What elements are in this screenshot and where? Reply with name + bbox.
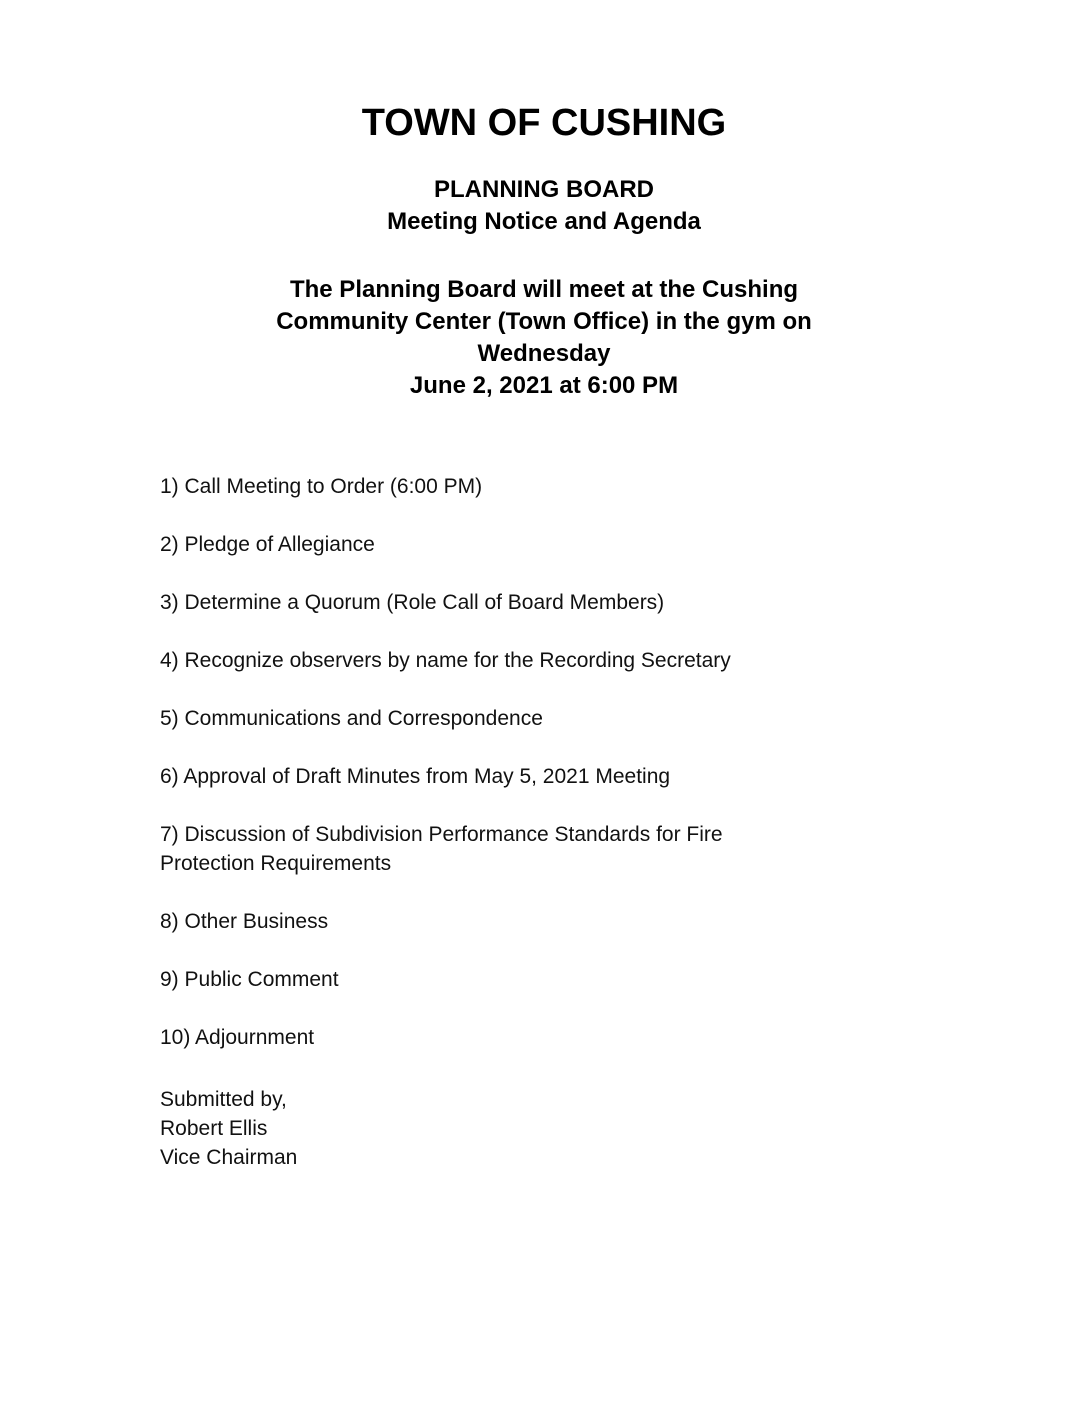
board-heading — [0, 174, 1088, 238]
agenda-item: 10) Adjournment — [160, 1026, 315, 1049]
meeting-date-time: June 2, 2021 at 6:00 PM — [409, 372, 679, 399]
agenda-item: 5) Communications and Correspondence — [160, 707, 543, 730]
agenda-item: 9) Public Comment — [160, 968, 339, 991]
agenda-item: 4) Recognize observers by name for the Recording Secretary — [160, 649, 731, 672]
submitted-by-label: Submitted by, — [160, 1088, 287, 1111]
notice-line: Wednesday — [477, 340, 611, 367]
agenda-item: 2) Pledge of Allegiance — [160, 533, 375, 556]
agenda-subtitle: Meeting Notice and Agenda — [387, 208, 701, 235]
document-title: TOWN OF CUSHING — [361, 102, 727, 144]
signer-role: Vice Chairman — [160, 1146, 298, 1169]
meeting-notice — [0, 274, 1088, 402]
board-name: PLANNING BOARD — [434, 176, 654, 203]
agenda-list — [160, 472, 860, 1081]
notice-line: The Planning Board will meet at the Cushing — [289, 276, 799, 303]
notice-line: Community Center (Town Office) in the gym on — [276, 308, 812, 335]
agenda-item: 3) Determine a Quorum (Role Call of Board Members) — [160, 591, 665, 614]
agenda-item: 7) Discussion of Subdivision Performance Standards for Fire Protection Requirements — [160, 823, 723, 875]
signer-name: Robert Ellis — [160, 1117, 268, 1140]
signature-block — [160, 1085, 297, 1172]
agenda-item: 1) Call Meeting to Order (6:00 PM) — [160, 475, 483, 498]
agenda-item: 6) Approval of Draft Minutes from May 5, 2021 Meeting — [160, 765, 671, 788]
agenda-item: 8) Other Business — [160, 910, 329, 933]
